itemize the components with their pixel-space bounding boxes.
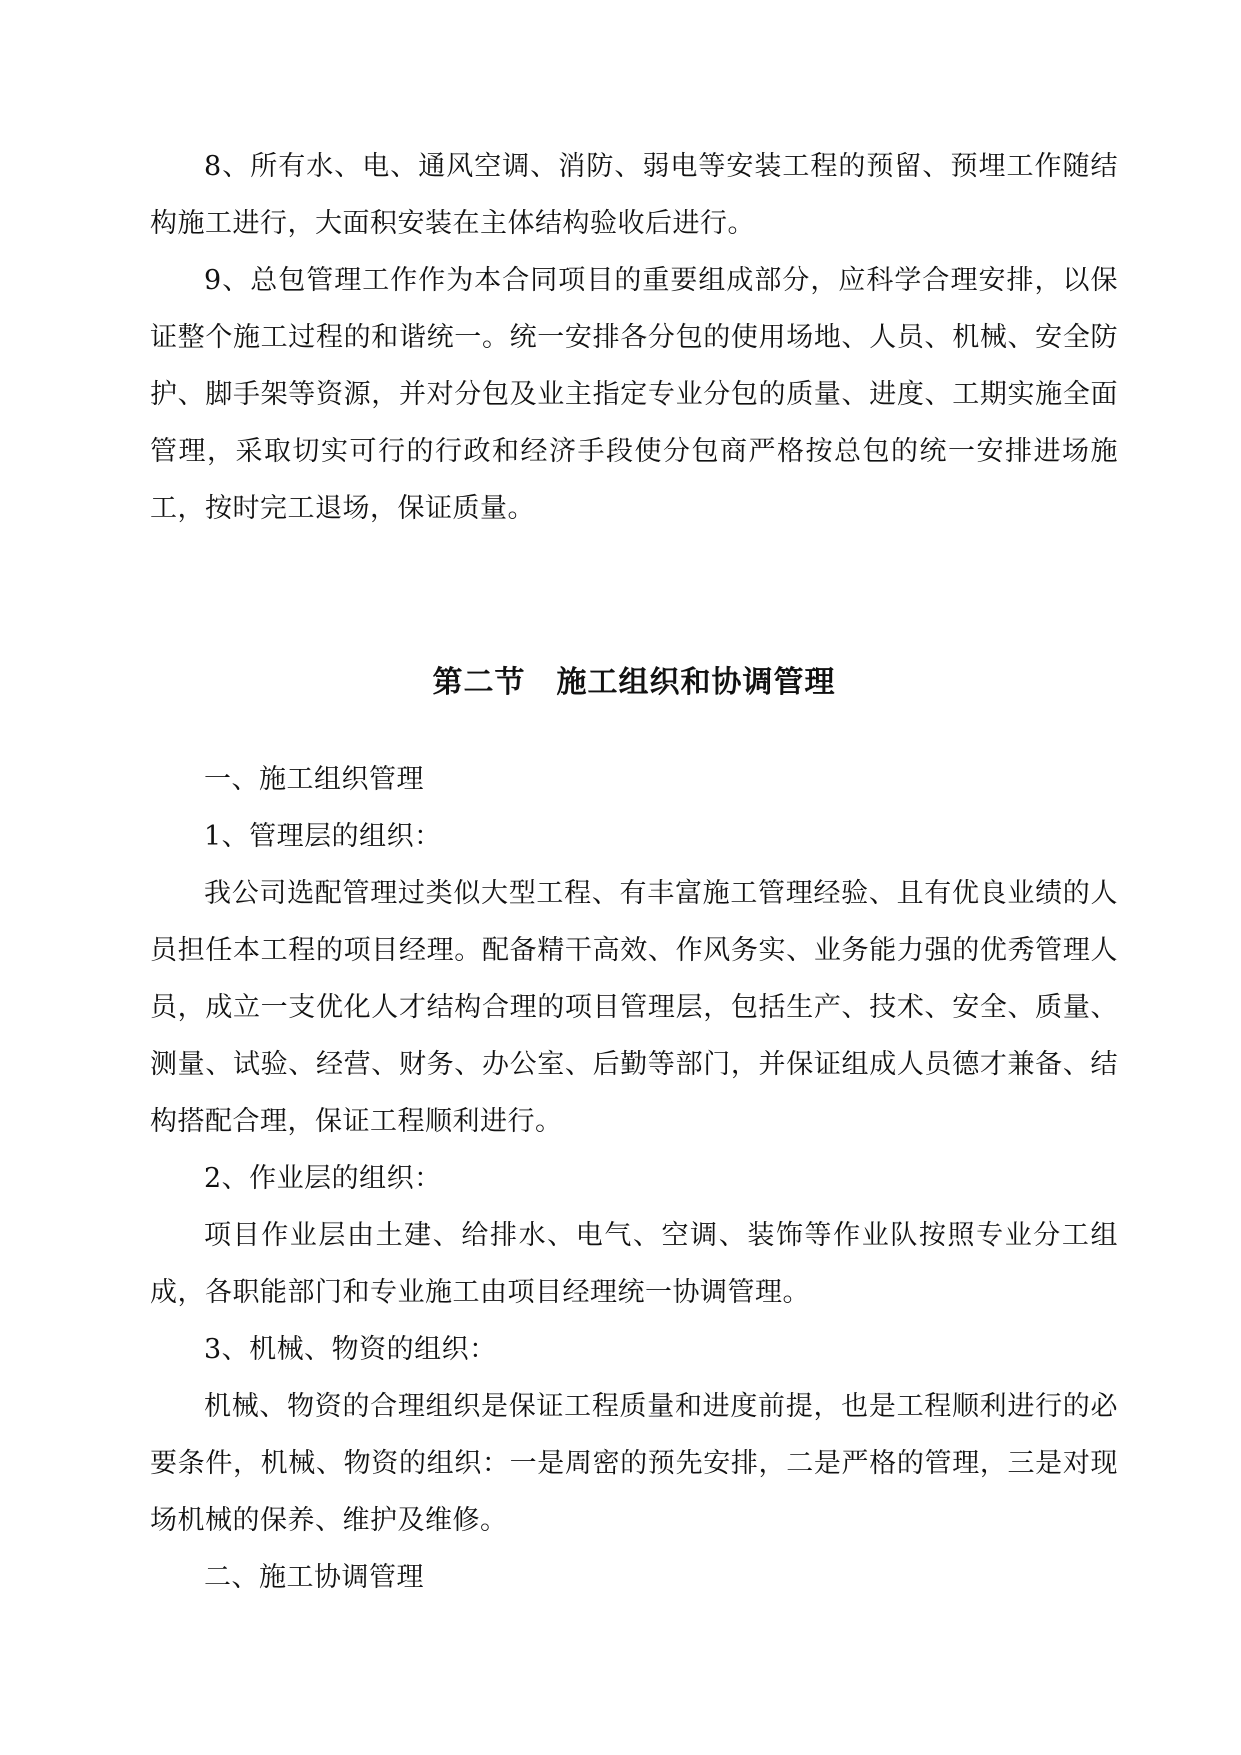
subheading-coordination: 二、施工协调管理 [204,1562,424,1593]
paragraph-management-layer: 我公司选配管理过类似大型工程、有丰富施工管理经验、且有优良业绩的人员担任本工程的项目经理。配备精干高效、作风务实、业务能力强的优秀管理人员，成立一支优化人才结构合理的项目管理层，包括生产、技术、安全、质量、测量、试验、经营、财务、办公室、后勤等部门，并保证组成人员德才兼备、结构搭配合理，保证工程顺利进行。 [150,878,1118,1137]
spacer [150,537,1118,657]
subheading-organization: 一、施工组织管理 [204,764,424,795]
document-page [150,138,1118,1606]
paragraph-machinery: 机械、物资的合理组织是保证工程质量和进度前提，也是工程顺利进行的必要条件，机械、物资的组织：一是周密的预先安排，二是严格的管理，三是对现场机械的保养、维护及维修。 [150,1391,1118,1536]
subheading-management-layer: 1、管理层的组织： [204,821,442,852]
spacer [150,701,1118,751]
paragraph-work-layer: 项目作业层由土建、给排水、电气、空调、装饰等作业队按照专业分工组成，各职能部门和专业施工由项目经理统一协调管理。 [150,1220,1118,1308]
paragraph-item-8: 8、所有水、电、通风空调、消防、弱电等安装工程的预留、预埋工作随结构施工进行，大面积安装在主体结构验收后进行。 [150,151,1118,239]
subheading-machinery: 3、机械、物资的组织： [204,1334,497,1365]
subheading-work-layer: 2、作业层的组织： [204,1163,442,1194]
section-heading: 第二节 施工组织和协调管理 [432,665,836,700]
paragraph-item-9: 9、总包管理工作作为本合同项目的重要组成部分，应科学合理安排，以保证整个施工过程的和谐统一。统一安排各分包的使用场地、人员、机械、安全防护、脚手架等资源，并对分包及业主指定专业分包的质量、进度、工期实施全面管理，采取切实可行的行政和经济手段使分包商严格按总包的统一安排进场施工，按时完工退场，保证质量。 [150,265,1118,524]
